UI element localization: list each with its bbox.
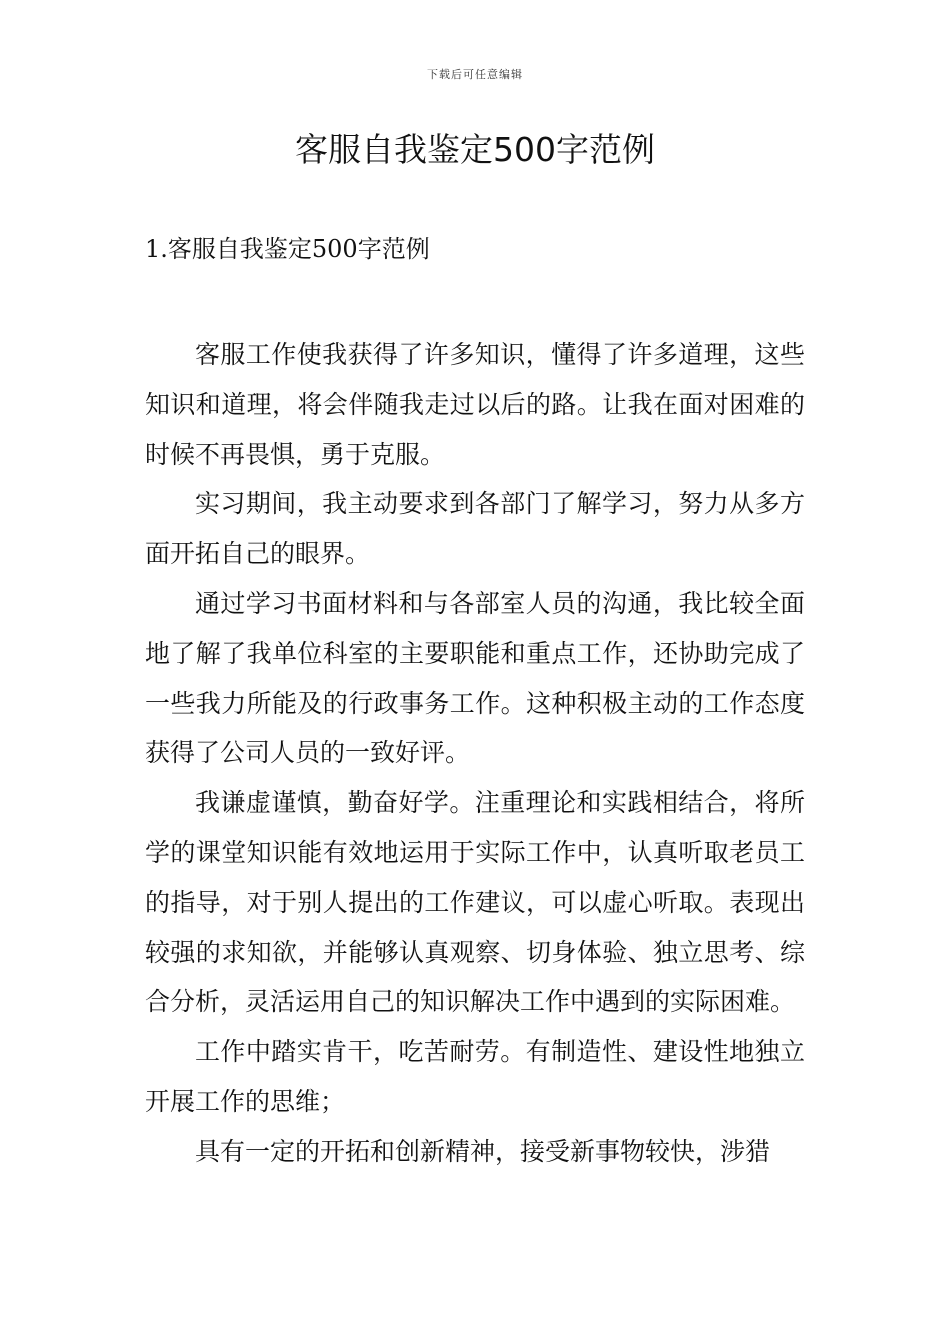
paragraph: 我谦虚谨慎，勤奋好学。注重理论和实践相结合，将所学的课堂知识能有效地运用于实际工作中，认真听取老员工的指导，对于别人提出的工作建议，可以虚心听取。表现出较强的求知欲，并能够认真观察、切身体验、独立思考、综合分析，灵活运用自己的知识解决工作中遇到的实际困难。 [145, 788, 805, 1017]
paragraph: 具有一定的开拓和创新精神，接受新事物较快，涉猎 [195, 1136, 771, 1166]
paragraph: 实习期间，我主动要求到各部门了解学习，努力从多方面开拓自己的眼界。 [145, 489, 805, 569]
header-note: 下载后可任意编辑 [427, 68, 523, 81]
paragraph: 客服工作使我获得了许多知识，懂得了许多道理，这些知识和道理，将会伴随我走过以后的路。让我在面对困难的时候不再畏惧，勇于克服。 [145, 340, 805, 469]
document-body [145, 330, 805, 1177]
document-title: 客服自我鉴定500字范例 [295, 130, 655, 169]
paragraph: 通过学习书面材料和与各部室人员的沟通，我比较全面地了解了我单位科室的主要职能和重点工作，还协助完成了一些我力所能及的行政事务工作。这种积极主动的工作态度获得了公司人员的一致好评。 [145, 588, 805, 768]
section-heading: 1.客服自我鉴定500字范例 [145, 235, 430, 263]
paragraph: 工作中踏实肯干，吃苦耐劳。有制造性、建设性地独立开展工作的思维； [145, 1037, 805, 1116]
